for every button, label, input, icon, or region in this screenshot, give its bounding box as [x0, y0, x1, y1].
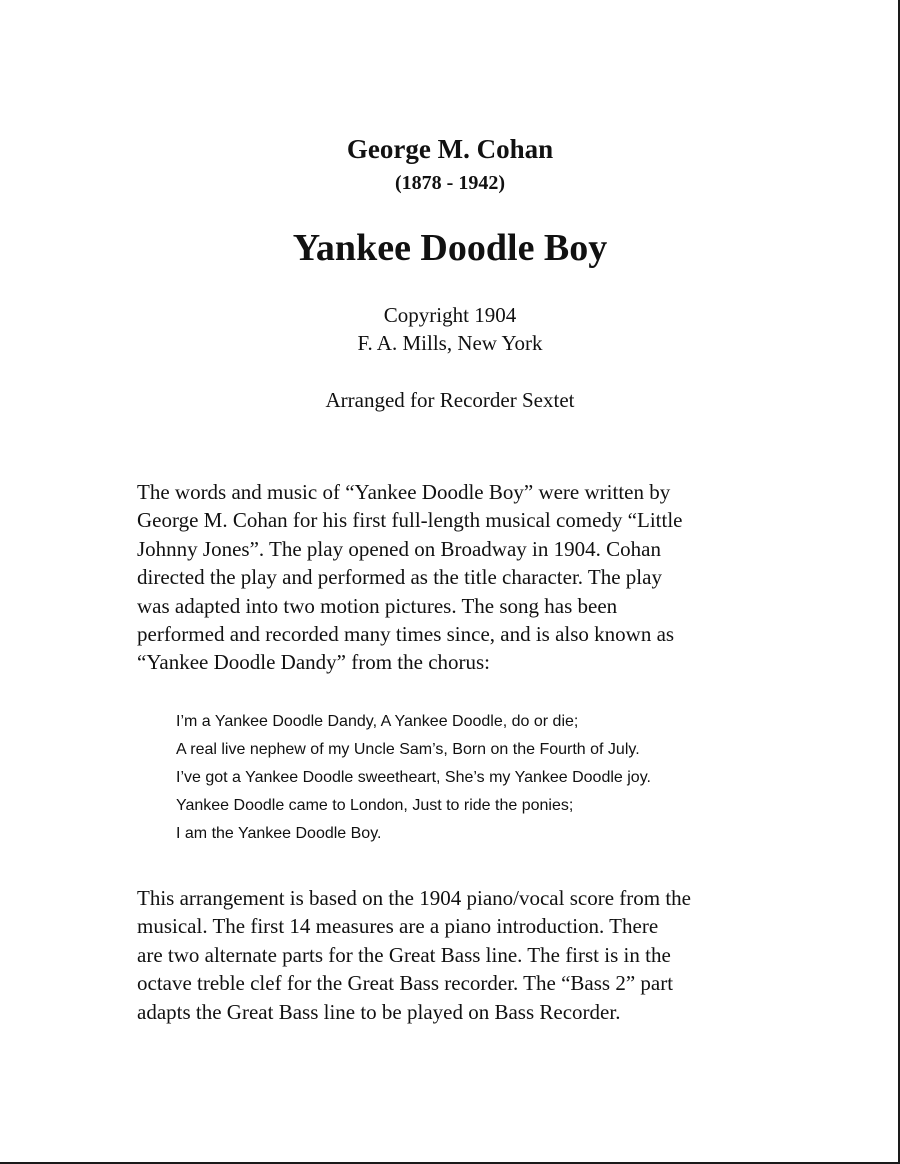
paragraph-line: octave treble clef for the Great Bass recorder. The “Bass 2” part: [137, 971, 674, 996]
lyric-line: I’m a Yankee Doodle Dandy, A Yankee Doodle, do or die;: [176, 713, 579, 730]
paragraph-line: directed the play and performed as the title character. The play: [137, 565, 662, 590]
song-title: Yankee Doodle Boy: [292, 227, 608, 269]
copyright-line: Copyright 1904: [383, 303, 517, 327]
publisher-line: F. A. Mills, New York: [357, 331, 543, 355]
lyric-line: I’ve got a Yankee Doodle sweetheart, She’s my Yankee Doodle joy.: [176, 769, 651, 786]
lyric-line: I am the Yankee Doodle Boy.: [176, 825, 382, 842]
composer-name: George M. Cohan: [346, 134, 554, 164]
paragraph-line: was adapted into two motion pictures. The song has been: [137, 593, 618, 618]
paragraph-line: George M. Cohan for his first full-length musical comedy “Little: [137, 508, 683, 533]
paragraph-line: are two alternate parts for the Great Bass line. The first is in the: [137, 942, 671, 967]
paragraph-line: adapts the Great Bass line to be played on Bass Recorder.: [137, 999, 621, 1024]
composer-dates: (1878 - 1942): [395, 172, 505, 194]
paragraph-line: Johnny Jones”. The play opened on Broadway in 1904. Cohan: [137, 536, 661, 561]
lyric-line: A real live nephew of my Uncle Sam’s, Born on the Fourth of July.: [176, 741, 640, 758]
paragraph-line: musical. The first 14 measures are a piano introduction. There: [137, 914, 659, 939]
chorus-lyrics: [176, 708, 776, 848]
intro-paragraph: [137, 478, 787, 677]
arrangement-notes-paragraph: [137, 884, 787, 1026]
paragraph-line: “Yankee Doodle Dandy” from the chorus:: [137, 650, 491, 675]
lyric-line: Yankee Doodle came to London, Just to ride the ponies;: [176, 797, 574, 814]
paragraph-line: The words and music of “Yankee Doodle Boy” were written by: [137, 480, 671, 504]
paragraph-line: performed and recorded many times since, and is also known as: [137, 622, 675, 647]
arrangement-line: Arranged for Recorder Sextet: [325, 388, 575, 412]
paragraph-line: This arrangement is based on the 1904 piano/vocal score from the: [137, 886, 691, 910]
